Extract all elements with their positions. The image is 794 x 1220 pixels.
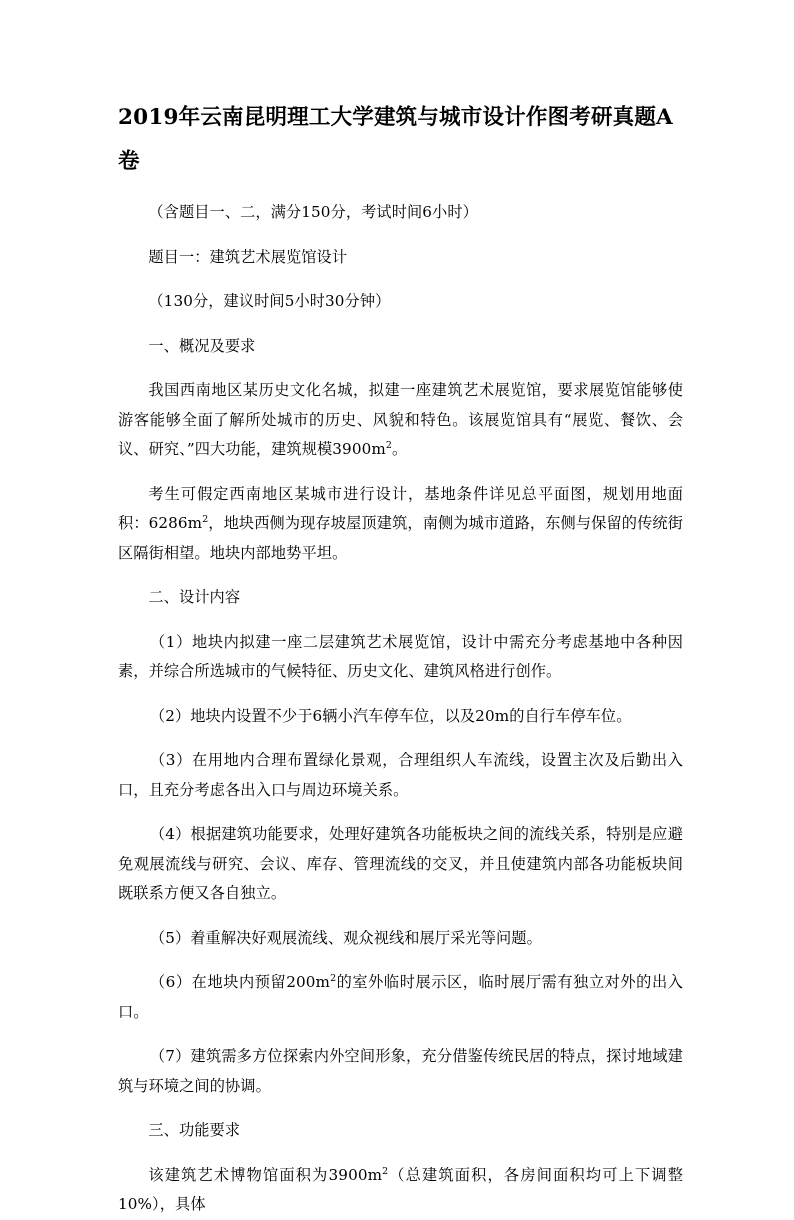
overview-paragraph-2-superscript: 2	[202, 513, 209, 525]
overview-paragraph-1-tail: 。	[391, 440, 408, 458]
section-heading-overview: 一、概况及要求	[148, 336, 256, 355]
design-item-6-superscript: 2	[330, 972, 337, 984]
question-one-score-note: （130分，建议时间5小时30分钟）	[148, 292, 391, 310]
overview-paragraph-1	[118, 376, 683, 465]
function-requirements-text: 该建筑艺术博物馆面积为3900m	[148, 1165, 383, 1184]
function-requirements-tail: （总建筑面积，各房间面积均可上下调整10%），具体	[118, 1165, 683, 1213]
design-item-3: （3）在用地内合理布置绿化景观，合理组织人车流线，设置主次及后勤出入口，且充分考虑各出入口与周边环境关系。	[118, 751, 683, 799]
exam-subtitle: （含题目一、二，满分150分，考试时间6小时）	[148, 203, 478, 221]
design-item-6	[118, 968, 683, 1027]
design-item-7: （7）建筑需多方位探索内外空间形象，充分借鉴传统民居的特点，探讨地域建筑与环境之间的协调。	[118, 1047, 683, 1095]
overview-paragraph-2	[118, 480, 683, 569]
function-requirements-superscript: 2	[382, 1165, 389, 1177]
section-heading-function-requirements: 三、功能要求	[148, 1121, 241, 1139]
design-item-6-text: （6）在地块内预留200m	[149, 973, 331, 991]
design-item-4: （4）根据建筑功能要求，处理好建筑各功能板块之间的流线关系，特别是应避免观展流线与研究、会议、库存、管理流线的交叉，并且使建筑内部各功能板块间既联系方便又各自独立。	[118, 825, 683, 902]
page-title: 2019年云南昆明理工大学建筑与城市设计作图考研真题A卷	[118, 105, 673, 174]
overview-paragraph-1-text: 我国西南地区某历史文化名城，拟建一座建筑艺术展览馆，要求展览馆能够使游客能够全面了解所处城市的历史、风貌和特色。该展览馆具有“展览、餐饮、会议、研究、”四大功能，建筑规模3900m	[118, 381, 683, 458]
section-heading-design-content: 二、设计内容	[148, 588, 241, 606]
overview-paragraph-1-superscript: 2	[385, 439, 392, 451]
design-item-6-tail: 的室外临时展示区，临时展厅需有独立对外的出入口。	[118, 973, 683, 1021]
question-one-heading: 题目一：建筑艺术展览馆设计	[148, 247, 348, 266]
function-requirements-paragraph	[118, 1161, 683, 1220]
design-item-2: （2）地块内设置不少于6辆小汽车停车位，以及20m的自行车停车位。	[149, 706, 632, 725]
overview-paragraph-2-text: 考生可假定西南地区某城市进行设计，基地条件详见总平面图，规划用地面积：6286m	[118, 484, 683, 532]
design-item-1: （1）地块内拟建一座二层建筑艺术展览馆，设计中需充分考虑基地中各种因素，并综合所选城市的气候特征、历史文化、建筑风格进行创作。	[118, 632, 683, 680]
overview-paragraph-2-tail: ，地块西侧为现存坡屋顶建筑，南侧为城市道路，东侧与保留的传统街区隔街相望。地块内部地势平坦。	[118, 514, 683, 562]
design-item-5: （5）着重解决好观展流线、观众视线和展厅采光等问题。	[149, 928, 542, 947]
